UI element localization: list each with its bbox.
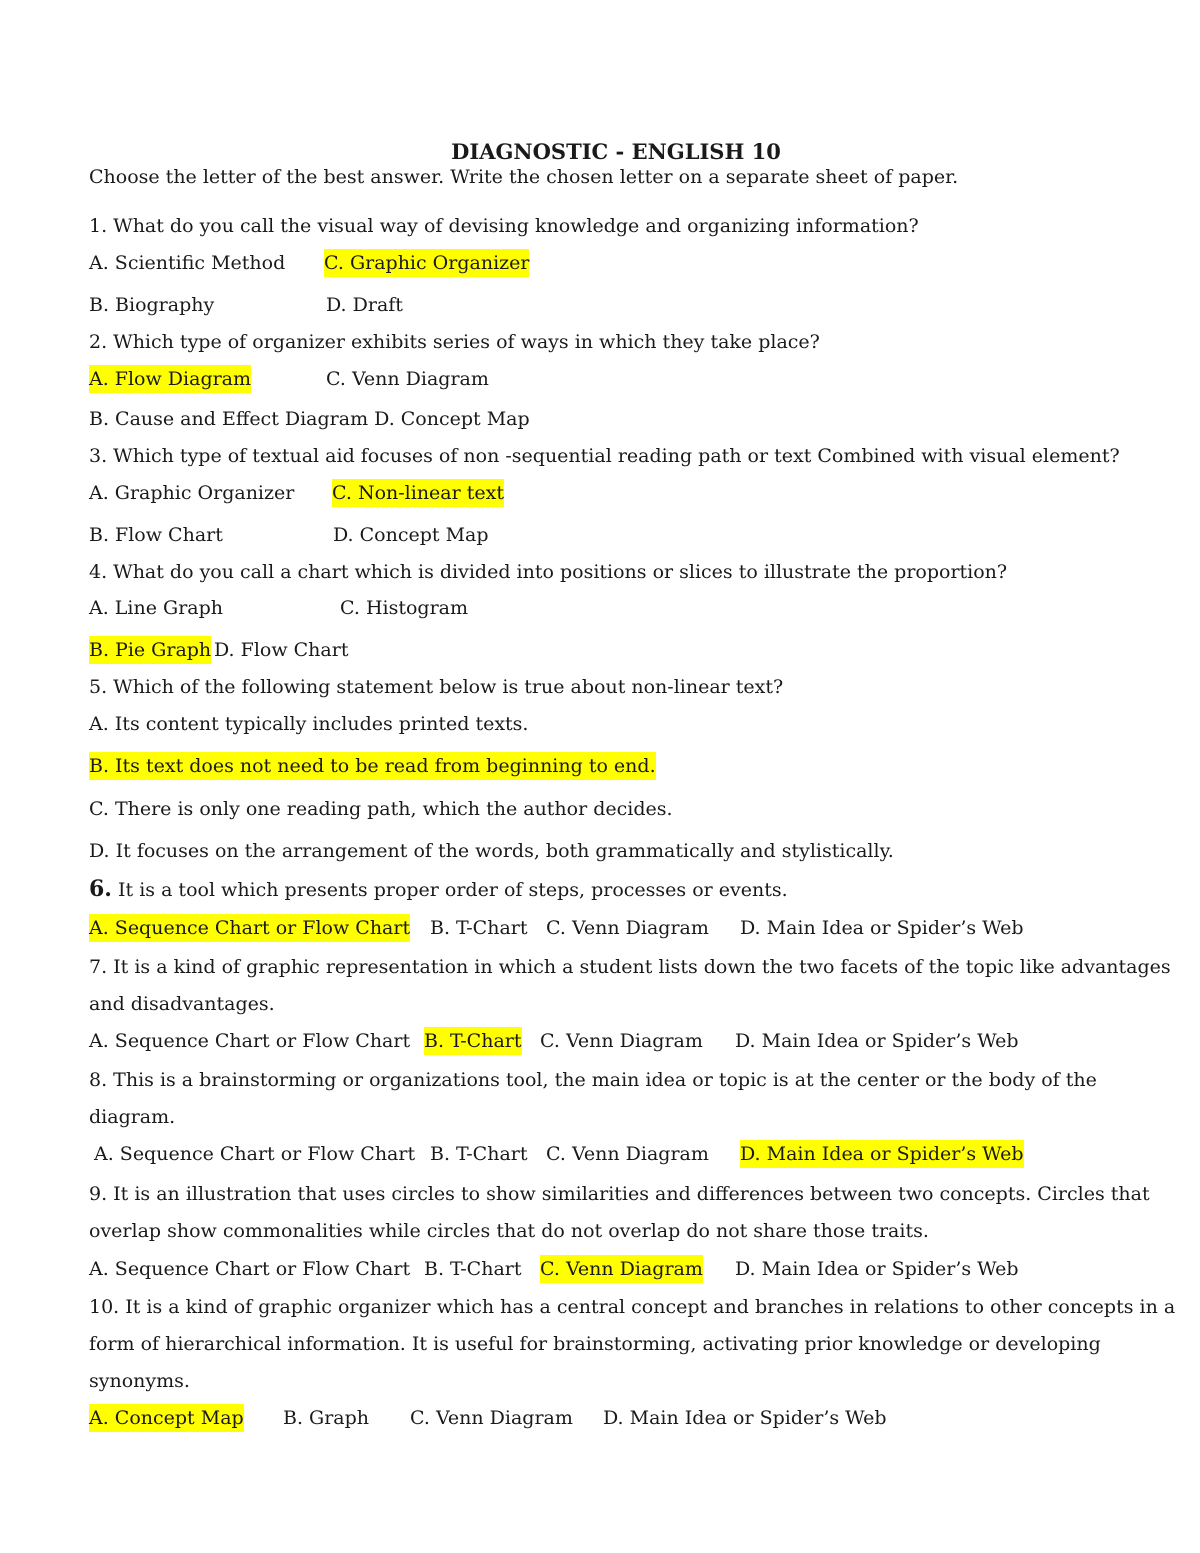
question-5-option-c: C. There is only one reading path, which the author decides.	[89, 798, 673, 820]
question-8-text-line-1: 8. This is a brainstorming or organizations tool, the main idea or topic is at the center or the body of the	[89, 1069, 1097, 1091]
question-10-option-d: D. Main Idea or Spider’s Web	[603, 1407, 887, 1429]
question-9-option-d: D. Main Idea or Spider’s Web	[735, 1258, 1019, 1280]
question-8-option-b: B. T-Chart	[430, 1143, 528, 1165]
question-2-options-row-1	[89, 365, 1089, 393]
question-6-line	[89, 875, 788, 903]
question-7-option-d: D. Main Idea or Spider’s Web	[735, 1030, 1019, 1052]
question-8-options-row	[89, 1140, 1089, 1168]
question-10-text-line-2: form of hierarchical information. It is useful for brainstorming, activating prior knowledge or developing	[89, 1333, 1101, 1355]
page-title: DIAGNOSTIC - ENGLISH 10	[451, 139, 781, 164]
question-10-option-b: B. Graph	[283, 1407, 370, 1429]
question-4-text: 4. What do you call a chart which is divided into positions or slices to illustrate the proportion?	[89, 561, 1008, 583]
question-5-options-row-b	[89, 752, 1089, 780]
question-1-option-a: A. Scientific Method	[89, 252, 286, 274]
question-1-options-row-2	[89, 291, 1089, 319]
question-1-option-b: B. Biography	[89, 294, 215, 316]
question-2-options-row-2: B. Cause and Effect Diagram D. Concept Map	[89, 408, 530, 430]
question-9-option-b: B. T-Chart	[424, 1258, 522, 1280]
question-7-options-row	[89, 1027, 1089, 1055]
question-10-options-row	[89, 1404, 1089, 1432]
question-10-option-a-answer: A. Concept Map	[89, 1404, 244, 1432]
question-1-options-row-1	[89, 249, 1089, 277]
question-9-option-a: A. Sequence Chart or Flow Chart	[89, 1258, 411, 1280]
question-2-option-a-answer: A. Flow Diagram	[89, 365, 251, 393]
question-4-options-row-1	[89, 594, 1089, 622]
question-6-option-c: C. Venn Diagram	[546, 917, 709, 939]
question-6-option-a-answer: A. Sequence Chart or Flow Chart	[89, 914, 410, 942]
question-3-text: 3. Which type of textual aid focuses of non -sequential reading path or text Combined with visual element?	[89, 445, 1120, 467]
question-9-text-line-2: overlap show commonalities while circles that do not overlap do not share those traits.	[89, 1220, 929, 1242]
question-3-option-c-answer: C. Non-linear text	[332, 479, 504, 507]
question-4-option-c: C. Histogram	[340, 597, 468, 619]
question-8-option-a: A. Sequence Chart or Flow Chart	[94, 1143, 416, 1165]
question-10-option-c: C. Venn Diagram	[410, 1407, 573, 1429]
instructions: Choose the letter of the best answer. Write the chosen letter on a separate sheet of paper.	[89, 166, 959, 188]
question-9-text-line-1: 9. It is an illustration that uses circles to show similarities and differences between two concepts. Circles that	[89, 1183, 1150, 1205]
question-5-text: 5. Which of the following statement below is true about non-linear text?	[89, 676, 784, 698]
question-7-option-a: A. Sequence Chart or Flow Chart	[89, 1030, 411, 1052]
question-1-text: 1. What do you call the visual way of devising knowledge and organizing information?	[89, 215, 919, 237]
question-6-text: It is a tool which presents proper order of steps, processes or events.	[118, 879, 788, 901]
question-2-option-c: C. Venn Diagram	[326, 368, 489, 390]
question-8-option-c: C. Venn Diagram	[546, 1143, 709, 1165]
question-8-option-d-answer: D. Main Idea or Spider’s Web	[740, 1140, 1024, 1168]
question-5-option-a: A. Its content typically includes printed texts.	[89, 713, 529, 735]
question-7-text-line-1: 7. It is a kind of graphic representation in which a student lists down the two facets of the topic like advantages	[89, 956, 1171, 978]
question-3-options-row-1	[89, 479, 1089, 507]
question-3-option-d: D. Concept Map	[333, 524, 489, 546]
question-6-option-d: D. Main Idea or Spider’s Web	[740, 917, 1024, 939]
question-3-options-row-2	[89, 521, 1089, 549]
question-5-option-b-answer: B. Its text does not need to be read from beginning to end.	[89, 752, 656, 780]
question-7-text-line-2: and disadvantages.	[89, 993, 275, 1015]
question-4-option-d: D. Flow Chart	[214, 639, 349, 661]
question-9-option-c-answer: C. Venn Diagram	[540, 1255, 703, 1283]
question-4-option-b-answer: B. Pie Graph	[89, 636, 211, 664]
question-4-options-row-2	[89, 636, 1089, 664]
question-6-number: 6.	[89, 876, 112, 902]
question-2-text: 2. Which type of organizer exhibits series of ways in which they take place?	[89, 331, 820, 353]
question-6-options-row	[89, 914, 1089, 942]
question-10-text-line-3: synonyms.	[89, 1370, 190, 1392]
question-7-option-b-answer: B. T-Chart	[424, 1027, 522, 1055]
question-6-option-b: B. T-Chart	[430, 917, 528, 939]
question-7-option-c: C. Venn Diagram	[540, 1030, 703, 1052]
question-1-option-c-answer: C. Graphic Organizer	[324, 249, 529, 277]
question-8-text-line-2: diagram.	[89, 1106, 176, 1128]
question-10-text-line-1: 10. It is a kind of graphic organizer which has a central concept and branches in relations to other concepts in a	[89, 1296, 1176, 1318]
question-4-option-a: A. Line Graph	[89, 597, 224, 619]
question-3-option-b: B. Flow Chart	[89, 524, 223, 546]
question-5-option-d: D. It focuses on the arrangement of the words, both grammatically and stylistically.	[89, 840, 894, 862]
question-3-option-a: A. Graphic Organizer	[89, 482, 295, 504]
question-9-options-row	[89, 1255, 1089, 1283]
question-1-option-d: D. Draft	[326, 294, 403, 316]
